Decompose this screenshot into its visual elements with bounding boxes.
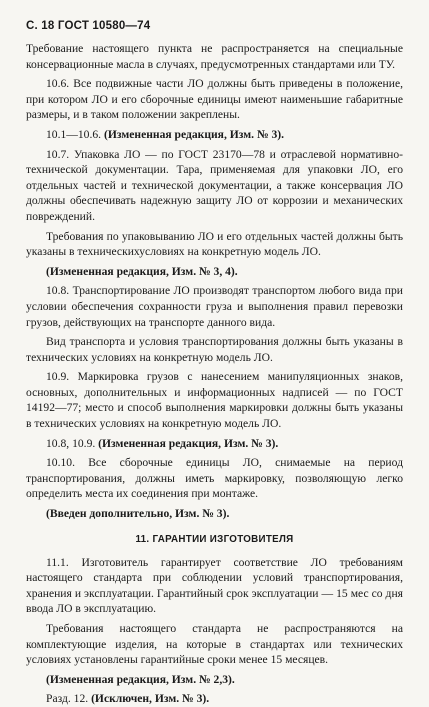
amendment-note (26, 691, 403, 707)
clause-10-6: 10.6. Все подвижные части ЛО должны быть приведены в положение, при котором ЛО и его сборочные единицы имеют наименьшие габаритные размеры, и в таком положении закреплены. (26, 77, 403, 122)
amendment-note: (Измененная редакция, Изм. № 2,3). (46, 672, 235, 686)
amendment-ref: 10.1—10.6. (46, 127, 104, 141)
amendment-note: (Введен дополнительно, Изм. № 3). (46, 507, 230, 521)
amendment-text: (Измененная редакция, Изм. № 3). (98, 436, 279, 450)
amendment-note: (Измененная редакция, Изм. № 3, 4). (46, 264, 238, 278)
amendment-note (26, 127, 403, 143)
clause-10-8: 10.8. Транспортирование ЛО производят транспортом любого вида при условии обеспечения сохранности груза и выполнения правил перевозки грузов, действующих на транспорте данного вида. (26, 284, 403, 329)
paragraph: Требования настоящего стандарта не распространяются на комплектующие изделия, на которые в стандартах или технических условиях установлены гарантийные сроки менее 15 месяцев. (26, 622, 403, 667)
page-header: С. 18 ГОСТ 10580—74 (26, 20, 151, 32)
amendment-note (26, 436, 403, 452)
section-title: 11. ГАРАНТИИ ИЗГОТОВИТЕЛЯ (135, 533, 294, 545)
amendment-ref: Разд. 12. (46, 692, 92, 706)
amendment-text: (Измененная редакция, Изм. № 3). (103, 127, 285, 141)
amendment-text: (Исключен, Изм. № 3). (91, 692, 210, 706)
paragraph: Требование настоящего пункта не распространяется на специальные консервационные масла в случаях, предусмотренных стандартами или ТУ. (26, 42, 403, 71)
amendment-ref: 10.8, 10.9. (46, 436, 99, 450)
clause-10-10: 10.10. Все сборочные единицы ЛО, снимаемые на период транспортирования, должны иметь маркировку, позволяющую легко определить места их соединения при монтаже. (26, 456, 403, 501)
clause-10-9: 10.9. Маркировка грузов с нанесением манипуляционных знаков, основных, дополнительных и информационных надписей — по ГОСТ 14192—77; место и способ выполнения маркировки должны быть указаны в технических условиях на конкретную модель ЛО. (26, 370, 403, 431)
paragraph: Требования по упаковыванию ЛО и его отдельных частей должны быть указаны в техническихусловиях на конкретную модель ЛО. (26, 229, 403, 259)
clause-10-7: 10.7. Упаковка ЛО — по ГОСТ 23170—78 и отраслевой нормативно-технической документации. Тара, применяемая для упаковки ЛО, его отдельных частей и технической документации, а также консервация ЛО должны обеспечивать надежную защиту ЛО от коррозии и механических повреждений. (26, 147, 403, 223)
clause-11-1: 11.1. Изготовитель гарантирует соответствие ЛО требованиям настоящего стандарта при соблюдении условий транспортирования, хранения и эксплуатации. Гарантийный срок эксплуатации — 15 мес со дня ввода ЛО в эксплуатацию. (26, 555, 403, 616)
paragraph: Вид транспорта и условия транспортирования должны быть указаны в технических условиях на конкретную модель ЛО. (26, 335, 403, 364)
